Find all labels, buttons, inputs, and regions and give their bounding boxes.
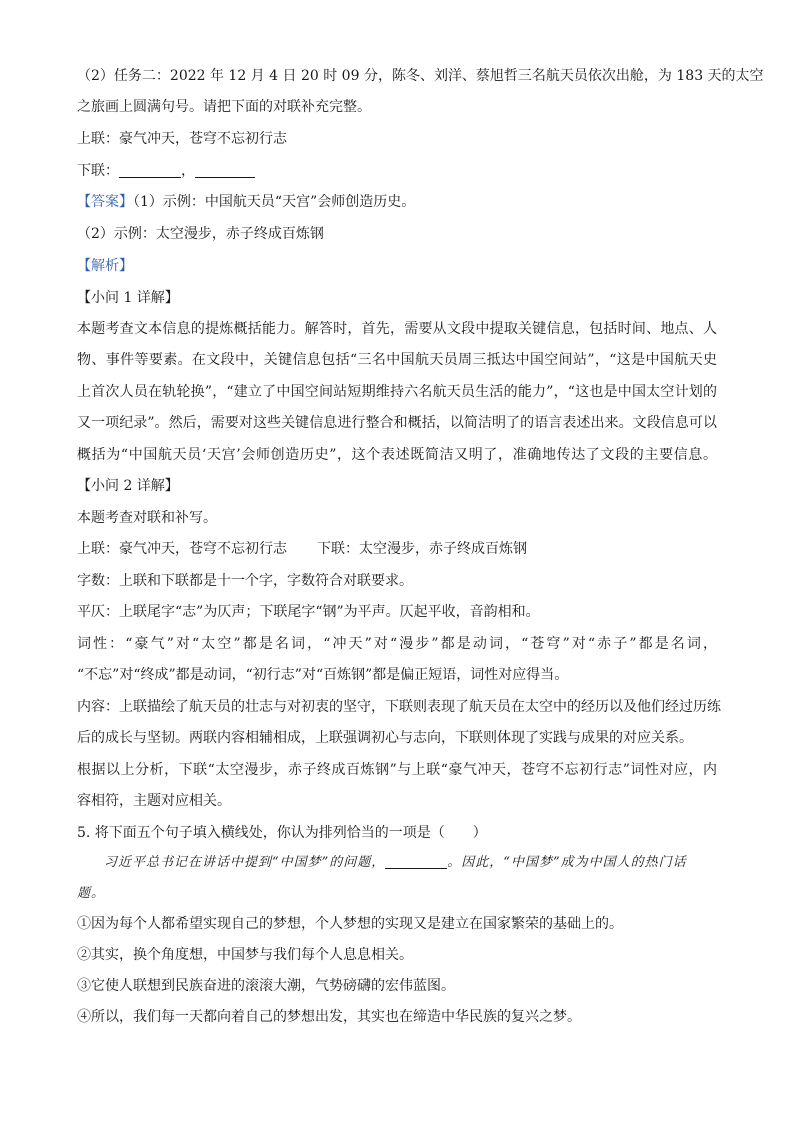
couplet-lower — [77, 161, 255, 181]
answer-tag: 【答案】 — [77, 194, 133, 210]
q5-passage-b: 。因此，“中国梦”成为中国人的热门话 — [447, 855, 687, 870]
sub2-line: “不忘”对“终成”都是动词，“初行志”对“百炼钢”都是偏正短语，词性对应得当。 — [77, 667, 569, 683]
q4-part2-line2: 之旅画上圆满句号。请把下面的对联补充完整。 — [77, 99, 371, 115]
sub2-line: 字数：上联和下联都是十一个字，字数符合对联要求。 — [77, 573, 413, 589]
sub2-line: 平仄：上联尾字“志”为仄声；下联尾字“钢”为平声。仄起平收，音韵相和。 — [77, 604, 540, 620]
couplet-upper: 上联：豪气冲天，苍穹不忘初行志 — [77, 131, 287, 147]
sub2-line: 内容：上联描绘了航天员的壮志与对初衷的坚守，下联则表现了航天员在太空中的经历以及他们经过历练 — [77, 699, 721, 715]
sub2-intro: 本题考查对联和补写。 — [77, 510, 217, 526]
sub1-line: 又一项纪录”。然后，需要对这些关键信息进行整合和概括，以简洁明了的语言表述出来。文段信息可以 — [77, 415, 717, 431]
couplet-lower-label: 下联： — [77, 163, 119, 179]
answer-blank — [195, 163, 255, 178]
sub1-line: 上首次人员在轨轮换”，“建立了中国空间站短期维持六名航天员生活的能力”，“这也是中国太空计划的 — [77, 384, 717, 400]
analysis-tag: 【解析】 — [77, 258, 133, 274]
answer-blank — [119, 163, 181, 178]
sub2-line: 根据以上分析，下联“太空漫步，赤子终成百炼钢”与上联“豪气冲天，苍穹不忘初行志”词性对应，内 — [77, 762, 717, 778]
answer-1: （1）示例：中国航天员“天宫”会师创造历史。 — [133, 194, 416, 210]
sub1-line: 物、事件等要素。在文段中，关键信息包括“三名中国航天员周三抵达中国空间站”，“这是中国航天史 — [77, 352, 717, 368]
q5-option: ④所以，我们每一天都向着自己的梦想出发，其实也在缔造中华民族的复兴之梦。 — [77, 1009, 581, 1025]
sub2-line: 容相符，主题对应相关。 — [77, 793, 231, 809]
q5-passage-line1 — [104, 853, 687, 873]
sub2-upper: 上联：豪气冲天，苍穹不忘初行志 — [77, 541, 287, 557]
sub2-line: 后的成长与坚韧。两联内容相辅相成，上联强调初心与志向，下联则体现了实践与成果的对应关系。 — [77, 730, 693, 746]
q5-option: ①因为每个人都希望实现自己的梦想，个人梦想的实现又是建立在国家繁荣的基础上的。 — [77, 916, 623, 932]
q5-blank — [385, 854, 447, 869]
sub2-lower: 下联：太空漫步，赤子终成百炼钢 — [317, 541, 527, 557]
q5-stem: 5. 将下面五个句子填入横线处，你认为排列恰当的一项是（ ） — [77, 825, 487, 841]
sub2-tag: 【小问 2 详解】 — [77, 478, 179, 494]
sub1-tag: 【小问 1 详解】 — [77, 290, 179, 306]
sub2-line: 词性：“豪气”对“太空”都是名词，“冲天”对“漫步”都是动词，“苍穹”对“赤子”都是名词， — [77, 636, 717, 652]
answer-line — [77, 192, 415, 212]
sub2-couplet — [77, 539, 527, 559]
couplet-lower-sep: ， — [181, 163, 195, 179]
q5-passage-c: 题。 — [77, 886, 106, 901]
answer-2: （2）示例：太空漫步，赤子终成百炼钢 — [77, 226, 324, 242]
q5-option: ③它使人联想到民族奋进的滚滚大潮，气势磅礴的宏伟蓝图。 — [77, 978, 455, 994]
sub1-line: 本题考查文本信息的提炼概括能力。解答时，首先，需要从文段中提取关键信息，包括时间、地点、人 — [77, 321, 717, 337]
q5-option: ②其实，换个角度想，中国梦与我们每个人息息相关。 — [77, 947, 413, 963]
q4-part2-line1: （2）任务二：2022 年 12 月 4 日 20 时 09 分，陈冬、刘洋、蔡旭哲三名航天员依次出舱，为 183 天的太空 — [77, 68, 764, 84]
q5-passage-a: 习近平总书记在讲话中提到“中国梦”的问题， — [104, 855, 386, 870]
sub1-line: 概括为“中国航天员‘天宫’会师创造历史”，这个表述既简洁又明了，准确地传达了文段的主要信息。 — [77, 447, 717, 463]
